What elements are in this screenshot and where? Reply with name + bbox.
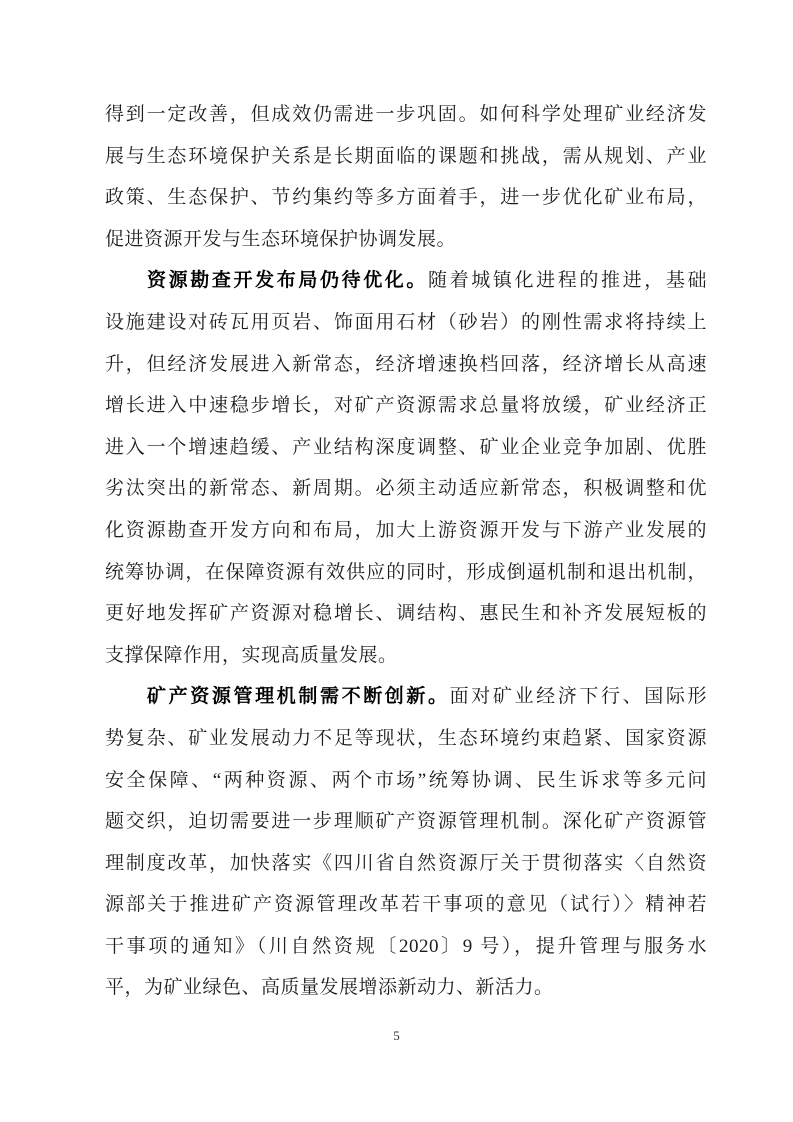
text-line: 题交织，迫切需要进一步理顺矿产资源管理机制。深化矿产资源管 <box>105 811 707 833</box>
text-line: 统筹协调，在保障资源有效供应的同时，形成倒逼机制和退出机制， <box>105 561 707 583</box>
text-line: 矿产资源管理机制需不断创新。面对矿业经济下行、国际形 <box>147 686 707 708</box>
paragraph-lead-emphasis: 资源勘查开发布局仍待优化。 <box>147 270 429 292</box>
text-line: 更好地发挥矿产资源对稳增长、调结构、惠民生和补齐发展短板的 <box>105 603 707 625</box>
text-line: 平，为矿业绿色、高质量发展增添新动力、新活力。 <box>105 977 554 999</box>
text-line: 理制度改革，加快落实《四川省自然资源厅关于贯彻落实〈自然资 <box>105 852 707 874</box>
page-number: 5 <box>393 1028 400 1043</box>
text-line: 设施建设对砖瓦用页岩、饰面用石材（砂岩）的刚性需求将持续上 <box>105 311 707 333</box>
text-line: 展与生态环境保护关系是长期面临的课题和挑战，需从规划、产业 <box>105 145 707 167</box>
text-line: 支撑保障作用，实现高质量发展。 <box>105 644 398 666</box>
text-line: 政策、生态保护、节约集约等多方面着手，进一步优化矿业布局， <box>105 187 707 209</box>
text-line: 势复杂、矿业发展动力不足等现状，生态环境约束趋紧、国家资源 <box>105 727 707 749</box>
text-line: 促进资源开发与生态环境保护协调发展。 <box>105 228 457 250</box>
text-block <box>105 94 707 1009</box>
text-line: 安全保障、“两种资源、两个市场”统筹协调、民生诉求等多元问 <box>105 769 707 791</box>
paragraph-lead-emphasis: 矿产资源管理机制需不断创新。 <box>147 686 450 708</box>
text-line: 得到一定改善，但成效仍需进一步巩固。如何科学处理矿业经济发 <box>105 104 707 125</box>
text-line: 升，但经济发展进入新常态，经济增速换档回落，经济增长从高速 <box>105 353 707 375</box>
text-line: 增长进入中速稳步增长，对矿产资源需求总量将放缓，矿业经济正 <box>105 395 707 417</box>
text-line: 进入一个增速趋缓、产业结构深度调整、矿业企业竞争加剧、优胜 <box>105 436 707 458</box>
text-line: 源部关于推进矿产资源管理改革若干事项的意见（试行）〉精神若 <box>105 894 707 916</box>
text-line: 资源勘查开发布局仍待优化。随着城镇化进程的推进，基础 <box>147 270 707 292</box>
text-line: 化资源勘查开发方向和布局，加大上游资源开发与下游产业发展的 <box>105 519 707 541</box>
text-line: 劣汰突出的新常态、新周期。必须主动适应新常态，积极调整和优 <box>105 478 707 500</box>
text-line: 干事项的通知》（川自然资规〔2020〕9 号），提升管理与服务水 <box>105 935 707 957</box>
